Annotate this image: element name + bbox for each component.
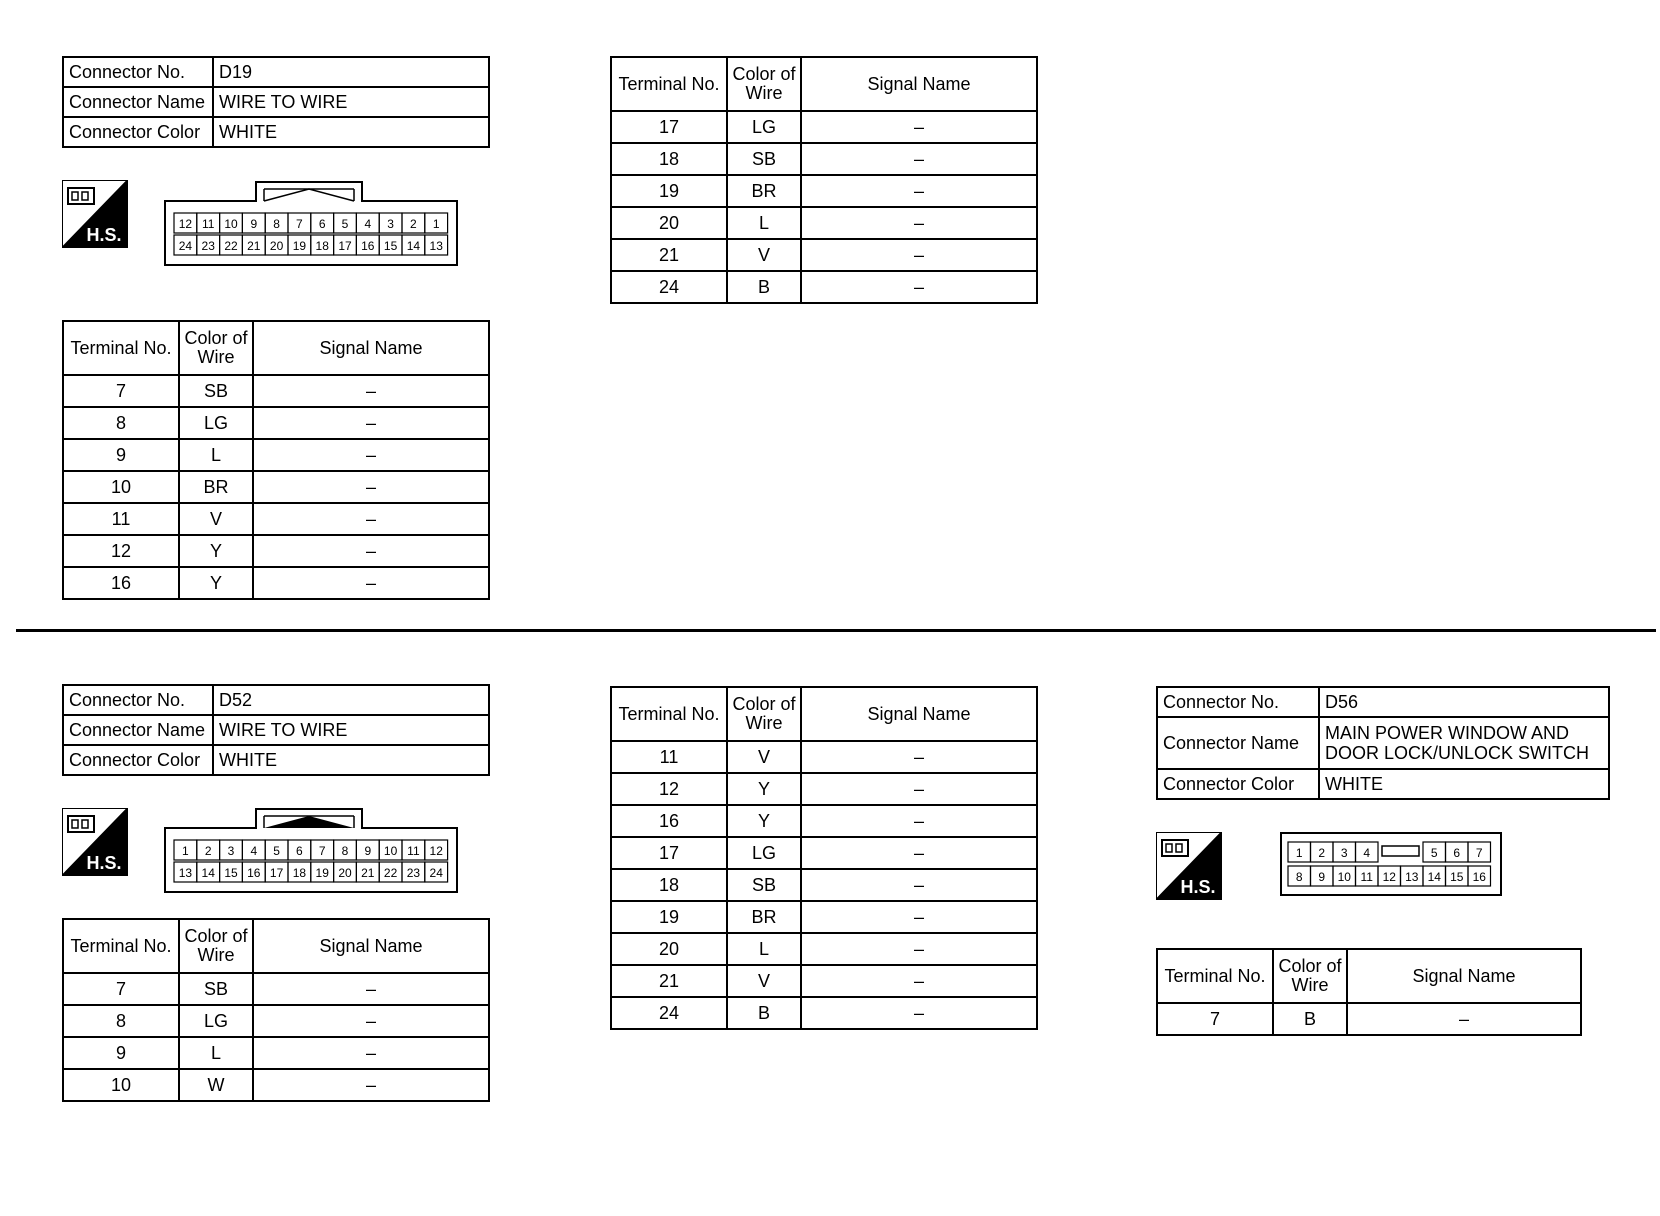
pin-number: 20 [269, 239, 284, 253]
terminal-no-cell: 16 [63, 567, 179, 599]
terminal-no-header: Terminal No. [1157, 949, 1273, 1003]
signal-name-cell: – [253, 973, 489, 1005]
terminal-no-cell: 17 [611, 837, 727, 869]
wire-color-cell: B [1273, 1003, 1347, 1035]
signal-name-cell: – [253, 1005, 489, 1037]
terminal-no-cell: 18 [611, 143, 727, 175]
pin-number: 12 [178, 217, 193, 231]
signal-name-cell: – [1347, 1003, 1581, 1035]
terminal-no-cell: 11 [611, 741, 727, 773]
table-row [611, 175, 1037, 207]
pin-number: 19 [315, 866, 329, 880]
signal-name-cell: – [801, 271, 1037, 303]
terminal-no-cell: 20 [611, 933, 727, 965]
terminal-no-cell: 12 [611, 773, 727, 805]
wire-color-cell: LG [727, 111, 801, 143]
pin-number: 6 [296, 844, 303, 858]
terminal-no-cell: 19 [611, 175, 727, 207]
signal-name-header: Signal Name [253, 321, 489, 375]
connector-color-value: WHITE [1319, 769, 1609, 799]
pin-number: 8 [273, 217, 280, 231]
pin-number: 11 [407, 844, 420, 858]
table-row [63, 503, 489, 535]
pin-number: 13 [1405, 870, 1419, 884]
pin-number: 2 [204, 844, 212, 858]
table-row [611, 741, 1037, 773]
table-row [611, 901, 1037, 933]
table-row [611, 965, 1037, 997]
wire-color-cell: BR [727, 901, 801, 933]
color-of-wire-header: Color of Wire [727, 687, 801, 741]
hs-label: H.S. [1180, 877, 1216, 897]
wire-color-cell: Y [179, 567, 253, 599]
pin-number: 16 [247, 866, 261, 880]
connector-color-value: WHITE [213, 117, 489, 147]
table-row [63, 375, 489, 407]
signal-name-cell: – [801, 239, 1037, 271]
pin-number: 1 [182, 844, 189, 858]
signal-name-cell: – [253, 1069, 489, 1101]
d52-connector-info [62, 684, 490, 776]
connector-color-label: Connector Color [63, 117, 213, 147]
connector-no-label: Connector No. [63, 57, 213, 87]
signal-name-cell: – [801, 933, 1037, 965]
signal-name-header: Signal Name [801, 687, 1037, 741]
pin-number: 5 [1430, 846, 1438, 860]
d52-connector-face [164, 808, 458, 899]
wire-color-cell: BR [179, 471, 253, 503]
terminal-no-cell: 19 [611, 901, 727, 933]
pin-number: 7 [318, 844, 326, 858]
terminal-no-header: Terminal No. [63, 919, 179, 973]
table-row [611, 207, 1037, 239]
connector-name-label: Connector Name [63, 87, 213, 117]
hs-badge-icon [1156, 832, 1222, 900]
d19-terminal-table-continued [610, 56, 1038, 304]
wire-color-cell: L [179, 439, 253, 471]
signal-name-cell: – [253, 535, 489, 567]
signal-name-cell: – [801, 207, 1037, 239]
wire-color-cell: V [727, 239, 801, 271]
d56-connector-face [1280, 832, 1502, 901]
terminal-no-header: Terminal No. [611, 687, 727, 741]
pin-number: 14 [406, 239, 421, 253]
wire-color-cell: Y [179, 535, 253, 567]
pin-number: 24 [178, 239, 193, 253]
pin-number: 11 [201, 217, 215, 231]
pin-number: 21 [361, 866, 375, 880]
pin-number: 6 [1453, 846, 1461, 860]
pin-number: 1 [1295, 846, 1303, 860]
table-row [63, 1069, 489, 1101]
hs-badge-icon [62, 180, 128, 248]
wire-color-cell: SB [179, 973, 253, 1005]
wire-color-cell: L [727, 933, 801, 965]
table-row [611, 143, 1037, 175]
pin-number: 7 [1475, 846, 1483, 860]
d19-connector-info [62, 56, 490, 148]
terminal-no-cell: 7 [1157, 1003, 1273, 1035]
color-of-wire-header: Color of Wire [727, 57, 801, 111]
table-row [63, 471, 489, 503]
pin-number: 5 [273, 844, 280, 858]
wire-color-cell: V [727, 741, 801, 773]
signal-name-cell: – [801, 175, 1037, 207]
table-row [611, 869, 1037, 901]
table-row [611, 933, 1037, 965]
signal-name-cell: – [801, 901, 1037, 933]
wire-color-cell: Y [727, 773, 801, 805]
pin-number: 1 [432, 217, 440, 231]
pin-number: 22 [224, 239, 238, 253]
hs-label: H.S. [86, 225, 122, 245]
terminal-no-cell: 11 [63, 503, 179, 535]
pin-number: 15 [224, 866, 238, 880]
pin-number: 11 [1360, 870, 1373, 884]
pin-number: 14 [1427, 870, 1441, 884]
connector-no-value: D52 [213, 685, 489, 715]
pin-number: 24 [429, 866, 443, 880]
table-row [611, 997, 1037, 1029]
color-of-wire-header: Color of Wire [179, 919, 253, 973]
table-row [611, 111, 1037, 143]
pin-number: 15 [383, 239, 398, 253]
terminal-no-cell: 16 [611, 805, 727, 837]
connector-color-value: WHITE [213, 745, 489, 775]
terminal-no-cell: 9 [63, 1037, 179, 1069]
table-row [611, 271, 1037, 303]
color-of-wire-header: Color of Wire [179, 321, 253, 375]
pin-number: 4 [250, 844, 258, 858]
signal-name-cell: – [801, 965, 1037, 997]
signal-name-cell: – [253, 471, 489, 503]
signal-name-header: Signal Name [801, 57, 1037, 111]
pin-number: 21 [247, 239, 261, 253]
wire-color-cell: SB [727, 143, 801, 175]
connector-no-value: D56 [1319, 687, 1609, 717]
hs-label: H.S. [86, 853, 122, 873]
pin-number: 9 [364, 844, 372, 858]
pin-number: 13 [178, 866, 193, 880]
terminal-no-cell: 8 [63, 1005, 179, 1037]
connector-no-value: D19 [213, 57, 489, 87]
pin-number: 7 [296, 217, 303, 231]
terminal-no-cell: 24 [611, 997, 727, 1029]
terminal-no-cell: 10 [63, 1069, 179, 1101]
pin-number: 5 [341, 217, 349, 231]
terminal-no-cell: 21 [611, 965, 727, 997]
signal-name-cell: – [253, 375, 489, 407]
pin-number: 18 [315, 239, 329, 253]
terminal-no-cell: 17 [611, 111, 727, 143]
table-row [63, 567, 489, 599]
terminal-no-cell: 10 [63, 471, 179, 503]
connector-color-label: Connector Color [63, 745, 213, 775]
signal-name-cell: – [801, 143, 1037, 175]
pin-number: 14 [201, 866, 215, 880]
connector-color-label: Connector Color [1157, 769, 1319, 799]
table-row [63, 1005, 489, 1037]
wire-color-cell: B [727, 997, 801, 1029]
pin-number: 23 [406, 866, 421, 880]
connector-name-label: Connector Name [63, 715, 213, 745]
terminal-no-cell: 12 [63, 535, 179, 567]
signal-name-header: Signal Name [253, 919, 489, 973]
terminal-no-header: Terminal No. [611, 57, 727, 111]
signal-name-cell: – [801, 773, 1037, 805]
d19-terminal-table [62, 320, 490, 600]
table-row [63, 1037, 489, 1069]
pin-number: 23 [201, 239, 215, 253]
table-row [63, 407, 489, 439]
pin-number: 13 [429, 239, 443, 253]
d19-connector-face [164, 181, 458, 272]
signal-name-cell: – [801, 997, 1037, 1029]
wire-color-cell: W [179, 1069, 253, 1101]
signal-name-cell: – [801, 741, 1037, 773]
pin-number: 17 [269, 866, 284, 880]
signal-name-cell: – [801, 869, 1037, 901]
terminal-no-cell: 18 [611, 869, 727, 901]
terminal-no-cell: 7 [63, 973, 179, 1005]
wire-color-cell: BR [727, 175, 801, 207]
table-row [63, 973, 489, 1005]
pin-number: 9 [1318, 870, 1326, 884]
wire-color-cell: LG [179, 1005, 253, 1037]
signal-name-cell: – [801, 805, 1037, 837]
terminal-no-cell: 20 [611, 207, 727, 239]
connector-no-label: Connector No. [1157, 687, 1319, 717]
pin-number: 17 [338, 239, 352, 253]
table-row [63, 535, 489, 567]
signal-name-cell: – [801, 111, 1037, 143]
pin-number: 12 [1382, 870, 1396, 884]
color-of-wire-header: Color of Wire [1273, 949, 1347, 1003]
pin-number: 18 [292, 866, 307, 880]
pin-number: 16 [361, 239, 375, 253]
wire-color-cell: V [727, 965, 801, 997]
terminal-no-cell: 7 [63, 375, 179, 407]
wire-color-cell: SB [727, 869, 801, 901]
terminal-no-header: Terminal No. [63, 321, 179, 375]
pin-number: 22 [383, 866, 398, 880]
wire-color-cell: L [727, 207, 801, 239]
wire-color-cell: V [179, 503, 253, 535]
signal-name-cell: – [253, 1037, 489, 1069]
d56-terminal-table [1156, 948, 1582, 1036]
d52-terminal-table-continued [610, 686, 1038, 1030]
pin-number: 20 [338, 866, 352, 880]
pin-number: 16 [1472, 870, 1486, 884]
terminal-no-cell: 21 [611, 239, 727, 271]
signal-name-cell: – [801, 837, 1037, 869]
pin-number: 15 [1450, 870, 1464, 884]
pin-number: 4 [364, 217, 372, 231]
pin-number: 3 [227, 844, 235, 858]
table-row [1157, 1003, 1581, 1035]
signal-name-cell: – [253, 439, 489, 471]
pin-number: 9 [250, 217, 258, 231]
connector-name-label: Connector Name [1157, 717, 1319, 769]
wire-color-cell: Y [727, 805, 801, 837]
pin-number: 3 [387, 217, 394, 231]
pin-number: 10 [224, 217, 238, 231]
hs-badge-icon [62, 808, 128, 876]
pin-number: 2 [410, 217, 417, 231]
connector-name-value: WIRE TO WIRE [213, 87, 489, 117]
d56-connector-info [1156, 686, 1610, 800]
table-row [63, 439, 489, 471]
pin-number: 6 [318, 217, 326, 231]
signal-name-cell: – [253, 567, 489, 599]
signal-name-cell: – [253, 503, 489, 535]
signal-name-header: Signal Name [1347, 949, 1581, 1003]
table-row [611, 239, 1037, 271]
wire-color-cell: LG [727, 837, 801, 869]
terminal-no-cell: 9 [63, 439, 179, 471]
section-divider [16, 629, 1656, 632]
connector-name-value: MAIN POWER WINDOW AND DOOR LOCK/UNLOCK SWITCH [1319, 717, 1609, 769]
wire-color-cell: LG [179, 407, 253, 439]
table-row [611, 837, 1037, 869]
terminal-no-cell: 8 [63, 407, 179, 439]
d52-terminal-table [62, 918, 490, 1102]
pin-number: 19 [292, 239, 307, 253]
wire-color-cell: SB [179, 375, 253, 407]
wire-color-cell: B [727, 271, 801, 303]
pin-number: 8 [1295, 870, 1303, 884]
pin-number: 10 [383, 844, 398, 858]
table-row [611, 773, 1037, 805]
wire-color-cell: L [179, 1037, 253, 1069]
pin-number: 4 [1363, 846, 1371, 860]
signal-name-cell: – [253, 407, 489, 439]
pin-number: 8 [341, 844, 349, 858]
connector-name-value: WIRE TO WIRE [213, 715, 489, 745]
pin-number: 10 [1337, 870, 1351, 884]
pin-number: 12 [429, 844, 443, 858]
pin-number: 3 [1340, 846, 1348, 860]
table-row [611, 805, 1037, 837]
connector-no-label: Connector No. [63, 685, 213, 715]
pin-number: 2 [1318, 846, 1326, 860]
terminal-no-cell: 24 [611, 271, 727, 303]
